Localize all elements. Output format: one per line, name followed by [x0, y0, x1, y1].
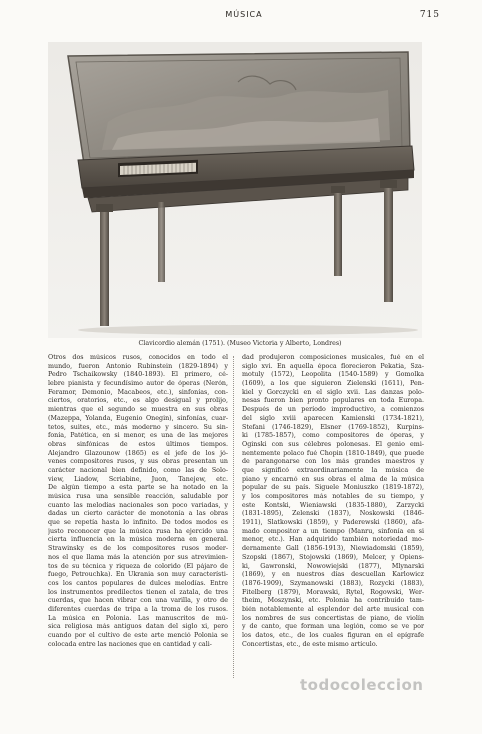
- text-line: justo reconocer que la música rusa ha ejercido una: [48, 527, 228, 535]
- text-line: bién notablemente al esplendor del arte musical con: [242, 605, 424, 613]
- text-line: de parangonarse con los más grandes maestros y: [242, 458, 424, 466]
- text-line: del siglo xviii aparecen Kamienski (1734-1821),: [242, 414, 424, 422]
- text-line: 1911), Slatkowski (1859), y Paderewski (1860), afa-: [242, 519, 424, 527]
- text-line: Otros dos músicos rusos, conocidos en todo el: [48, 354, 228, 361]
- watermark: todocoleccion: [300, 676, 424, 694]
- text-line: (Mazeppa, Yolanda, Eugenio Onegin), sinfonías, cuar-: [48, 414, 228, 422]
- clavichord-photo: [48, 42, 422, 338]
- text-line: nentemente polaco fué Chopin (1810-1849), que puede: [242, 449, 424, 457]
- text-line: Después de un período improductivo, a comienzos: [242, 406, 424, 414]
- left-column: [48, 354, 228, 649]
- text-line: Szopski (1867), Stojowski (1869), Melcer, y Opiens-: [242, 553, 424, 561]
- text-line: obras sinfónicas de estos últimos tiempos.: [48, 440, 228, 448]
- text-line: motuly (1572), Leopolita (1540-1589) y Gomolka: [242, 371, 424, 379]
- text-line: diferentes cuerdas de tripa a la troma de los rusos.: [48, 605, 228, 613]
- text-line: De algún tiempo a esta parte se ha notado en la: [48, 484, 228, 492]
- text-line: cuanto las melodías nacionales son poco variadas, y: [48, 501, 228, 509]
- text-line: y los compositores más notables de su tiempo, y: [242, 493, 424, 500]
- text-line: Pedro Tschaikowsky (1840-1893). El primero, cé-: [48, 371, 228, 379]
- text-line: dadas un cierto carácter de monotonía a las obras: [48, 510, 228, 518]
- text-line: cuerdas, que hacen vibrar con una varilla, y otro de: [48, 597, 228, 605]
- text-line: cuando por el cultivo de este arte menció Polonia se: [48, 632, 228, 639]
- figure-caption: Clavicordio alemán (1751). (Museo Victoria y Alberto, Londres): [138, 340, 342, 347]
- text-line: fonía, Patética, en si menor, es una de las mejores: [48, 432, 228, 440]
- text-line: mado compositor a un tiempo (Manru, sinfonía en si: [242, 527, 424, 535]
- text-line: popular de su país. Siguele Moniuszko (1819-1872),: [242, 484, 424, 492]
- text-line: que se repetía hasta lo infinito. De todos modos es: [48, 519, 228, 527]
- running-title: MÚSICA: [225, 10, 263, 19]
- text-line: nesas fueron bien pronto populares en toda Europa.: [242, 397, 424, 405]
- text-line: los instrumentos predilectos tienen el zatala, de tres: [48, 588, 228, 596]
- text-line: Strawinsky es de los compositores rusos moder-: [48, 545, 228, 553]
- text-line: venes compositores rusos, y sus obras presentan un: [48, 458, 228, 466]
- text-line: lebre pianista y fecundísimo autor de óperas (Nerón,: [48, 380, 228, 388]
- text-line: (1609), a los que siguieron Zielenski (1611), Pen-: [242, 380, 424, 388]
- text-line: ki, Gawronski, Nowowiejski (1877), Mlynarski: [242, 562, 424, 570]
- text-line: kiel y Gorczycki en el siglo xvii. Las danzas polo-: [242, 388, 424, 396]
- text-line: que significó extraordinariamente la música de: [242, 466, 424, 474]
- text-line: carácter nacional bien definido, como las de Solo-: [48, 466, 228, 474]
- text-line: piano y encarnó en sus obras el alma de la música: [242, 475, 424, 483]
- text-line: ki (1785-1857), como compositores de óperas, y: [242, 432, 424, 440]
- text-line: theim, Moszynski, etc. Polonia ha contribuído tam-: [242, 597, 424, 605]
- text-line: dad produjeron composiciones musicales, fué en el: [242, 354, 424, 361]
- text-line: tetos, suites, etc., más moderno y sincero. Su sin-: [48, 423, 228, 431]
- page-number: 715: [419, 10, 440, 20]
- text-line: cierta influencia en la música moderna en general.: [48, 536, 228, 544]
- text-line: sica religiosa más antiguos datan del siglo xi, pero: [48, 623, 228, 631]
- text-line: y de canto, que forman una legión, como se ve por: [242, 623, 424, 631]
- text-line: menor, etc.). Han adquirido también notoriedad mo-: [242, 536, 424, 544]
- text-line: view, Liadow, Scriabine, Juon, Tanejew, etc.: [48, 475, 228, 483]
- text-line: este Kontski, Wieniawski (1835-1880), Zarzycki: [242, 501, 424, 509]
- text-line: La música en Polonia. Las manuscritos de mú-: [48, 614, 228, 622]
- text-line: los nombres de sus concertistas de piano, de violín: [242, 614, 424, 622]
- text-line: Fitelberg (1879), Morawski, Rytel, Rogowski, Wer-: [242, 588, 424, 596]
- text-line: Oginski con sus célebres polonesas. El genio emi-: [242, 440, 424, 448]
- text-line: Stefani (1746-1829), Elsner (1769-1852), Kurpins-: [242, 423, 424, 431]
- text-line: (1876-1909), Szymanowski (1883), Rozycki (1883),: [242, 579, 424, 587]
- text-line: Feramor, Demonio, Macabeos, etc.), sinfonías, con-: [48, 388, 228, 396]
- text-line: los datos, etc., de los cuales figuran en el epígrafe: [242, 632, 424, 639]
- running-header: [48, 10, 440, 24]
- text-line: tos de su técnica y riqueza de colorido (El pájaro de: [48, 562, 228, 570]
- column-divider: [233, 356, 234, 678]
- text-line: ciertos, oratorios, etc., es algo desigual y prolijo,: [48, 397, 228, 405]
- text-line: dernamente Gall (1856-1913), Niewiadomski (1859),: [242, 545, 424, 553]
- text-line: música rusa una sensible reacción, saludable por: [48, 493, 228, 500]
- text-line: (1869), y en nuestros días descuellan Karlowicz: [242, 571, 424, 579]
- text-line: cos los cantos populares de dulces melodías. Entre: [48, 579, 228, 587]
- text-line: colocada entre las naciones que en cantidad y cali-: [48, 640, 212, 648]
- text-line: nos el que llama más la atención por sus atrevimien-: [48, 553, 228, 561]
- text-line: siglo xvi. En aquella época florecieron Pekatia, Sza-: [242, 362, 424, 370]
- text-line: mientras que el segundo se muestra en sus obras: [48, 406, 228, 414]
- text-line: mundo, fueron Antonio Rubinstein (1829-1894) y: [48, 362, 228, 370]
- text-line: (1831-1895), Zelenski (1837), Noskowski (1846-: [242, 510, 424, 518]
- text-line: fuego, Petrouchka). En Ukrania son muy característi-: [48, 571, 228, 579]
- text-line: Alejandro Glazounow (1865) es el jefe de los jó-: [48, 449, 228, 457]
- text-line: Concertistas, etc., de este mismo artículo.: [242, 640, 378, 648]
- right-column: [242, 354, 424, 649]
